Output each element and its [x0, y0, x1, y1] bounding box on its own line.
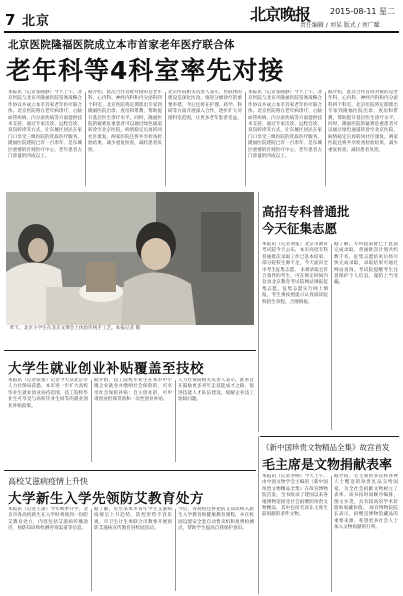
story2-body-col-1 [8, 378, 88, 464]
story3-body-col-2 [94, 507, 172, 593]
column-divider [175, 380, 176, 462]
paper-name: 北京晚报 [250, 5, 311, 24]
lead-paragraph: 据介绍，此次合作首批对接的是老年科、心内科、神经内科和内分泌科四个科室。北京医院将定期派出专家到隆福医院出诊、查房和带教，帮助提升基层医生诊疗水平。同时，隆福医院的疑难危重患者可以通过绿色通道转诊至北京医院，病情稳定后再转回社区康复。两家医院还将共享检查检验结果，减少重复检查，减轻患者负担。 [328, 90, 398, 153]
publication-date: 2015-08-11 星二 [330, 7, 396, 16]
lead-kicker: 北京医院隆福医院成立本市首家老年医疗联合体 [8, 39, 235, 51]
sidebar-paragraph: 未被录取且符合条件的考生，可在规定时间内登录北京教育考试院网站填报征集志愿。征集志愿实行网上填报，考生须按照提示认真阅读院校招生章程，合理填报。 [262, 267, 328, 305]
story2-body-col-3 [178, 378, 254, 464]
section-divider [260, 436, 399, 437]
section-divider [4, 350, 256, 351]
lead-body-col-5 [328, 90, 398, 188]
column-divider [85, 92, 86, 186]
column-divider [91, 380, 92, 462]
editor-info: 责任编辑 / 刘某 版式 / 刘广耀 [300, 22, 380, 29]
column-divider [245, 92, 246, 186]
story4-paragraph: 本报讯（记者李俐）今天上午，由中国文物学会主编的《新中国珍贵文物精品全集》在故宫博物院首发。全书收录了建国以来各地博物馆接受社会捐赠的珍贵文物精品，其中包括毛泽东主席生前捐献的多件文物。 [262, 474, 328, 518]
lead-body-col-1 [8, 90, 82, 188]
story2-paragraph: 本报讯（记者张蕾）记者今天从北京市人力社保局获悉，本市进一步扩大高校毕业生就业创业扶持范围，技工院校毕业生可享受与高校毕业生同等的就业创业补贴政策。 [8, 378, 88, 409]
sidebar-headline-line-2: 今天征集志愿 [262, 221, 338, 236]
sidebar-paragraph: 本报讯（记者刘冕）北京市教育考试院今天公布，本市高招专科普通批次录取工作已基本结束，部分院校生源不足，今天面向全市考生征集志愿。 [262, 242, 328, 273]
column-divider [325, 92, 326, 186]
section-tag [5, 10, 50, 29]
sidebar-body-col-2 [334, 242, 398, 432]
story4-body-col-2 [334, 474, 398, 594]
column-divider [165, 92, 166, 186]
column-divider [258, 192, 259, 432]
section-divider [4, 470, 256, 471]
lead-headline: 老年科等4科室率先对接 [6, 56, 285, 85]
lead-paragraph: 据介绍，此次合作首批对接的是老年科、心内科、神经内科和内分泌科四个科室。北京医院将定期派出专家到隆福医院出诊、查房和带教，帮助提升基层医生诊疗水平。同时，隆福医院的疑难危重患者可以通过绿色通道转诊至北京医院，病情稳定后再转回社区康复。两家医院还将共享检查检验结果，减少重复检查，减轻患者负担。 [88, 90, 162, 153]
column-divider [331, 476, 332, 592]
column-divider [91, 509, 92, 591]
lead-body-col-3 [168, 90, 242, 188]
column-divider [258, 436, 259, 594]
story2-paragraph: 人力社保局相关负责人表示，此举旨在鼓励更多青年走技能成才之路，促进技能人才队伍建设，缓解企业技工短缺问题。 [178, 378, 254, 403]
story4-paragraph: 据介绍，毛主席曾多次将各界人士赠送的珍贵礼品交给国家，为全社会捐献文物树立了表率。该书按时间顺序编排，图文并茂，具有较高的学术价值和收藏价值。 [334, 474, 398, 512]
story4-kicker: 《新中国珍贵文物精品全集》故宫首发 [262, 443, 390, 452]
story3-paragraph: 本报讯（记者王蔷）今年秋季开学，北京市各高校新生在入学时将领到一份防艾教育处方，内容包括艾滋病传播途径、预防知识和检测咨询渠道等信息。 [8, 507, 88, 532]
lead-body-col-4 [248, 90, 322, 188]
story4-body-col-1 [262, 474, 328, 594]
column-divider [175, 509, 176, 591]
story2-headline: 大学生就业创业补贴覆盖至技校 [8, 361, 204, 377]
top-rule [4, 31, 399, 33]
lead-body-col-2 [88, 90, 162, 188]
story4-paragraph: 故宫博物院院长表示，捐赠是博物馆藏品的重要来源，希望更多社会人士加入文物捐献的行列。 [334, 506, 398, 531]
section-name: 北京 [21, 14, 50, 29]
story3-paragraph: 今后，各高校还将把防艾知识纳入新生入学教育和健康教育课程，并在校园设置安全套自动售卖机和免费检测点，帮助学生提高自我保护意识。 [178, 507, 254, 532]
story3-headline: 大学新生入学先领防艾教育处方 [8, 491, 204, 507]
lead-photo [6, 192, 254, 325]
sidebar-headline [262, 203, 402, 237]
story3-paragraph: 据了解，近年来本市青年学生艾滋病疫情呈上升趋势，防控形势不容乐观。市卫生计生委联合市教委开展预防艾滋病宣传教育进校园活动。 [94, 507, 172, 532]
story3-body-col-1 [8, 507, 88, 593]
sidebar-headline-line-1: 高招专科普通批 [262, 204, 350, 219]
lead-paragraph: 本报讯（记者张晓静）今天上午，北京医院与北京市隆福医院签署战略合作协议并成立本市首家老年医疗联合体。北京医院将在老年病诊疗、心脑血管疾病、内分泌疾病等方面提供技术支持，通过专家出诊、远程会诊、双向转诊等方式，让东城区居民在家门口享受三级医院的优质医疗服务。隆福医院建院已有一百余年，是东城区重要的区域医疗中心，老年患者占门诊量的四成以上。 [8, 90, 82, 160]
sidebar-body-col-1 [262, 242, 328, 432]
photo-caption: 昨天，北京小学生在北京文博会上体验传统手工艺。本报记者 摄 [10, 326, 141, 331]
lead-paragraph: 本报讯（记者张晓静）今天上午，北京医院与北京市隆福医院签署战略合作协议并成立本市首家老年医疗联合体。北京医院将在老年病诊疗、心脑血管疾病、内分泌疾病等方面提供技术支持，通过专家出诊、远程会诊、双向转诊等方式，让东城区居民在家门口享受三级医院的优质医疗服务。隆福医院建院已有一百余年，是东城区重要的区域医疗中心，老年患者占门诊量的四成以上。 [248, 90, 322, 160]
photo-image [6, 192, 254, 325]
sidebar-paragraph: 据了解，专科提前批已于此前完成录取，普通批次计划共约数千名，征集志愿结束后将尽快完成录取，录取结果可通过网站查询。考试院提醒考生注意保护个人信息，谨防上当受骗。 [334, 242, 398, 286]
story3-body-col-3 [178, 507, 254, 593]
column-divider [331, 244, 332, 430]
story2-body-col-2 [94, 378, 172, 464]
story4-headline: 毛主席是文物捐献表率 [262, 458, 393, 473]
story3-kicker: 高校艾滋病疫情上升快 [8, 477, 88, 486]
story2-paragraph: 据介绍，技工院校毕业生在本市中小微企业就业并缴纳社会保险的，可享受社会保险补贴；自主创业的，可申请创业担保贷款和一次性创业补贴。 [94, 378, 172, 403]
page-number: 7 [5, 11, 17, 29]
lead-paragraph: 北京医院相关负责人表示，医联体的建设是深化医改、推进分级诊疗的重要举措，今后还将在护理、药学、科研等方面开展深入合作，逐步扩大对接科室范围，让更多老年患者受益。 [168, 90, 242, 121]
